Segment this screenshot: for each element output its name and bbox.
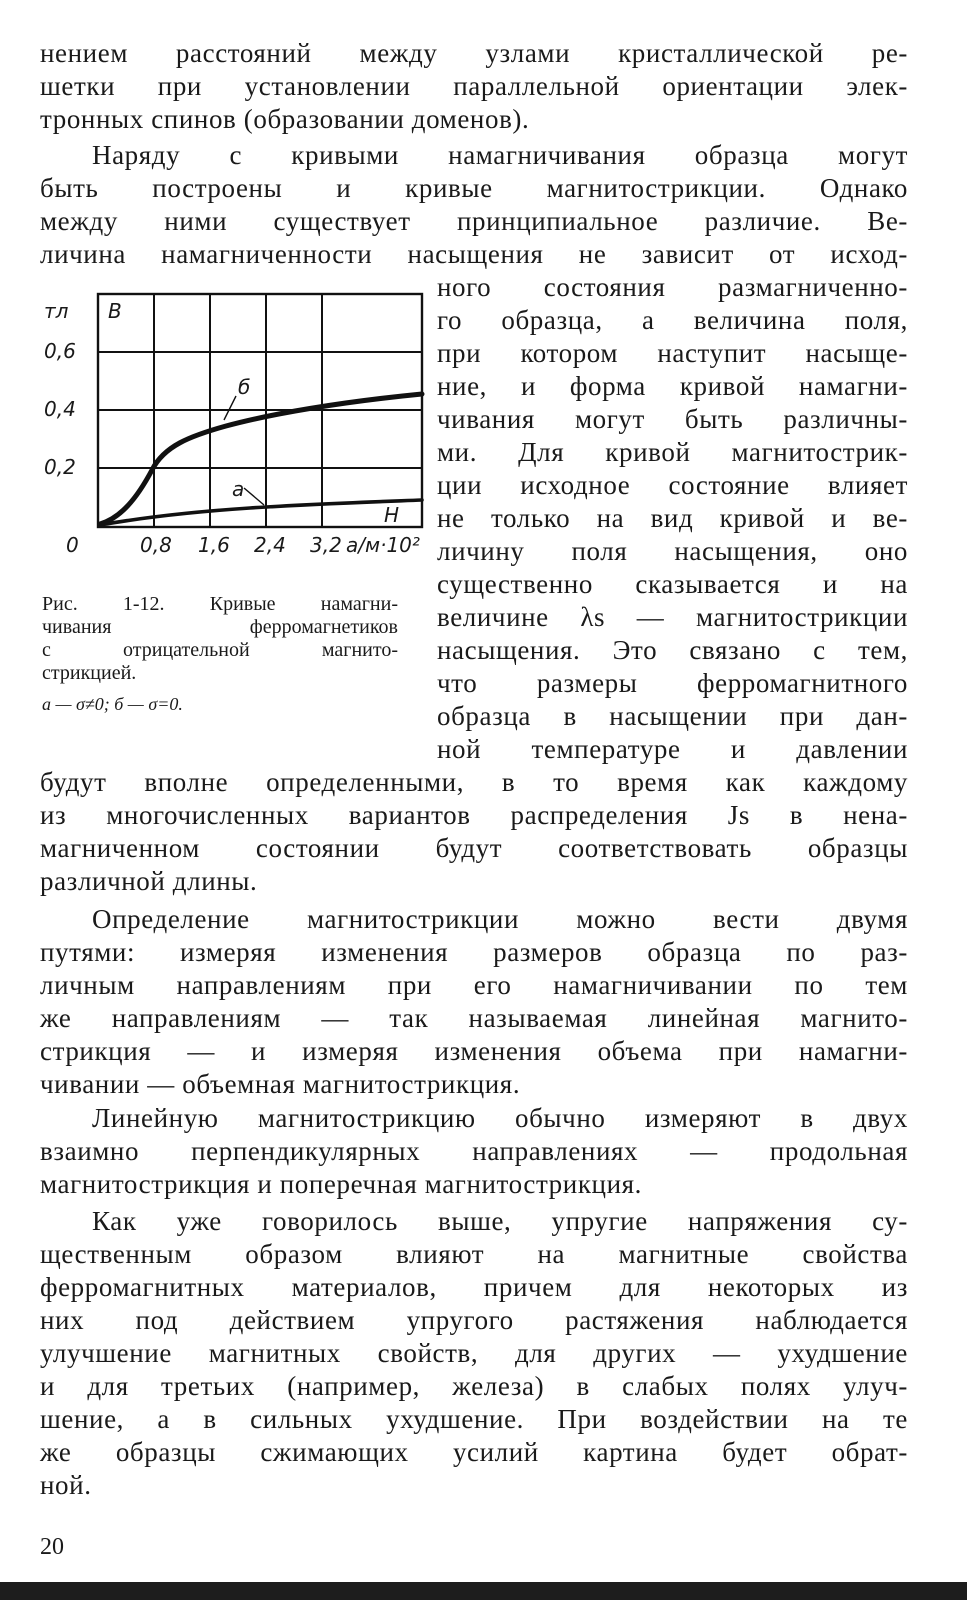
text-line: Линейную магнитострикцию обычно измеряют в двух xyxy=(92,1103,908,1133)
text-line: шение, а в сильных ухудшение. При воздействии на те xyxy=(40,1404,908,1434)
text-line: ферромагнитных материалов, причем для некоторых из xyxy=(40,1272,908,1302)
text-line: улучшение магнитных свойств, для других — ухудшение xyxy=(40,1338,908,1368)
text-line: путями: измеряя изменения размеров образца по раз- xyxy=(40,937,908,967)
y-symbol-label: B xyxy=(108,299,122,323)
text-line: же направлениям — так называемая линейная магнито- xyxy=(40,1003,908,1033)
x-tick-label: 0,8 xyxy=(140,533,172,557)
leader-line-b xyxy=(224,396,236,420)
x-symbol-label: H xyxy=(384,503,400,527)
text-line: существенно сказывается и на xyxy=(437,569,908,599)
text-line: различной длины. xyxy=(40,866,258,896)
magnetization-chart xyxy=(40,290,430,570)
curve-label-a: а xyxy=(232,477,245,501)
text-line: же образцы сжимающих усилий картина будет обрат- xyxy=(40,1437,908,1467)
text-line: ной температуре и давлении xyxy=(437,734,908,764)
text-line: образца в насыщении при дан- xyxy=(437,701,908,731)
text-line: не только на вид кривой и ве- xyxy=(437,503,908,533)
text-line: ного состояния размагниченно- xyxy=(437,272,908,302)
text-line: при котором наступит насыще- xyxy=(437,338,908,368)
text-line: ной. xyxy=(40,1470,92,1500)
text-line: стрикция — и измеряя изменения объема при намагни- xyxy=(40,1036,908,1066)
figure-caption-line: стрикцией. xyxy=(42,662,137,684)
text-line: них под действием упругого растяжения наблюдается xyxy=(40,1305,908,1335)
text-line: чивании — объемная магнитострикция. xyxy=(40,1069,521,1099)
y-tick-label: 0,2 xyxy=(44,455,76,479)
text-line: личным направлениям при его намагничивании по тем xyxy=(40,970,908,1000)
text-line: чивания могут быть различны- xyxy=(437,404,908,434)
text-line: ние, и форма кривой намагни- xyxy=(437,371,908,401)
leader-line-a xyxy=(244,488,264,505)
figure-caption-line: с отрицательной магнито- xyxy=(42,639,398,661)
text-line: и для третьих (например, железа) в слабых полях улуч- xyxy=(40,1371,908,1401)
figure-caption-line: чивания ферромагнетиков xyxy=(42,616,398,638)
curve-label-b: б xyxy=(238,375,251,399)
text-line: Наряду с кривыми намагничивания образца могут xyxy=(92,140,908,170)
x-tick-label: 2,4 xyxy=(254,533,286,557)
text-line: личину поля насыщения, оно xyxy=(437,536,908,566)
figure-caption-line: Рис. 1-12. Кривые намагни- xyxy=(42,593,398,615)
text-line: личина намагниченности насыщения не зависит от исход- xyxy=(40,239,908,269)
origin-label: 0 xyxy=(66,533,79,557)
figure-legend: а — σ≠0; б — σ=0. xyxy=(42,694,183,714)
x-unit-label: а/м·10² xyxy=(346,533,420,557)
text-line: ции исходное состояние влияет xyxy=(437,470,908,500)
text-line: быть построены и кривые магнитострикции. Однако xyxy=(40,173,908,203)
text-line: из многочисленных вариантов распределения Js в нена- xyxy=(40,800,908,830)
x-tick-label: 3,2 xyxy=(310,533,342,557)
text-line: нением расстояний между узлами кристаллической ре- xyxy=(40,38,908,68)
text-line: между ними существует принципиальное различие. Ве- xyxy=(40,206,908,236)
x-tick-label: 1,6 xyxy=(198,533,230,557)
text-line: магнитострикция и поперечная магнитострикция. xyxy=(40,1169,643,1199)
scan-edge-strip xyxy=(0,1582,967,1600)
text-line: насыщения. Это связано с тем, xyxy=(437,635,908,665)
curve-a xyxy=(100,500,422,525)
text-line: величине λs — магнитострикции xyxy=(437,602,908,632)
text-line: ми. Для кривой магнитострик- xyxy=(437,437,908,467)
text-line: взаимно перпендикулярных направлениях — продольная xyxy=(40,1136,908,1166)
text-line: шетки при установлении параллельной ориентации элек- xyxy=(40,71,908,101)
curve-b xyxy=(100,394,422,524)
figure-magnetization-curves xyxy=(40,290,430,570)
y-unit-label: тл xyxy=(44,299,69,323)
y-tick-label: 0,4 xyxy=(44,397,76,421)
text-line: тронных спинов (образовании доменов). xyxy=(40,104,530,134)
text-line: что размеры ферромагнитного xyxy=(437,668,908,698)
text-line: го образца, а величина поля, xyxy=(437,305,908,335)
page-number: 20 xyxy=(40,1534,64,1560)
y-tick-label: 0,6 xyxy=(44,339,76,363)
text-line: будут вполне определенными, в то время как каждому xyxy=(40,767,908,797)
text-line: Как уже говорилось выше, упругие напряжения су- xyxy=(92,1206,908,1236)
text-line: Определение магнитострикции можно вести двумя xyxy=(92,904,908,934)
text-line: магниченном состоянии будут соответствовать образцы xyxy=(40,833,908,863)
text-line: щественным образом влияют на магнитные свойства xyxy=(40,1239,908,1269)
